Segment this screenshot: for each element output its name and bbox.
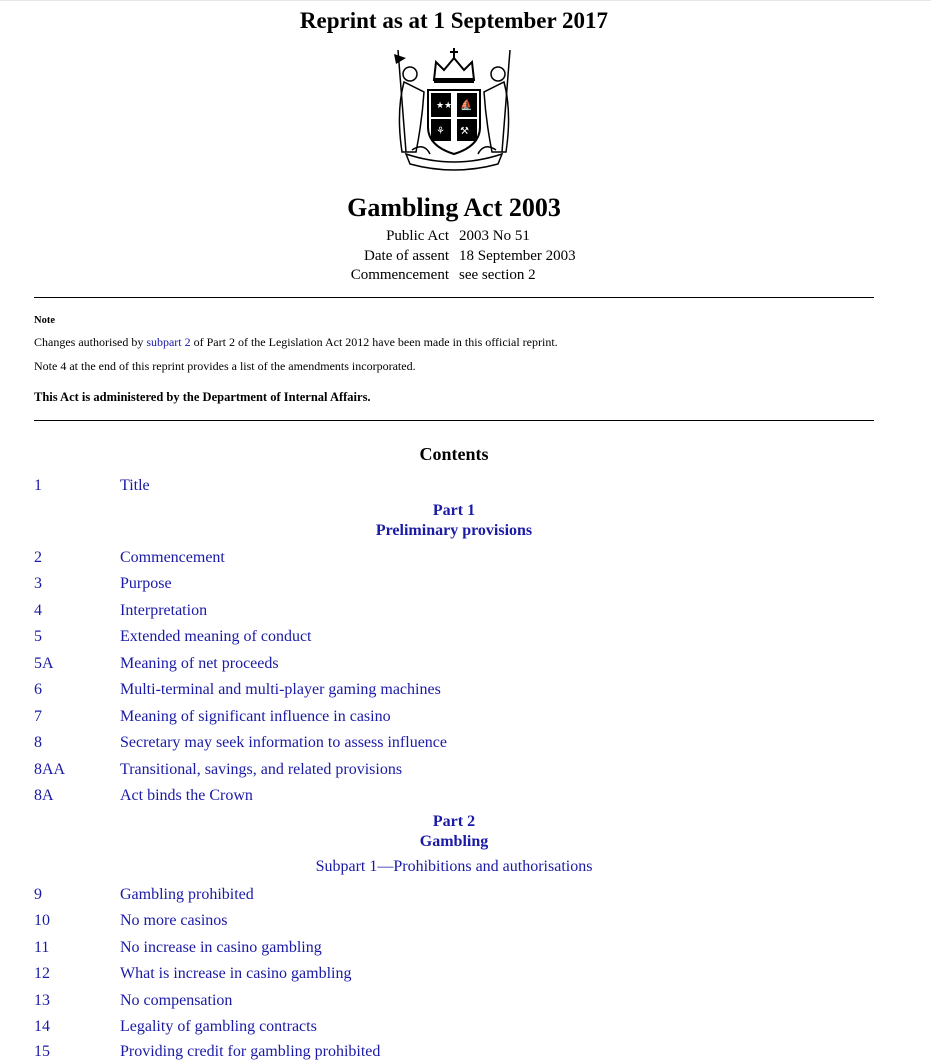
section-number: 14: [34, 1018, 50, 1035]
section-link[interactable]: Title: [120, 477, 150, 494]
section-link[interactable]: Act binds the Crown: [120, 787, 253, 804]
section-link[interactable]: No compensation: [120, 992, 233, 1009]
meta-label: Date of assent: [364, 247, 449, 264]
section-link[interactable]: Providing credit for gambling prohibited: [120, 1043, 381, 1060]
section-number: 6: [34, 681, 42, 698]
section-link[interactable]: Gambling prohibited: [120, 886, 254, 903]
divider: [34, 420, 874, 421]
part-title[interactable]: Preliminary provisions: [375, 522, 533, 539]
section-link[interactable]: Commencement: [120, 549, 225, 566]
note-text: Changes authorised by: [34, 335, 147, 349]
section-link[interactable]: Interpretation: [120, 602, 208, 619]
svg-text:⚘: ⚘: [436, 126, 445, 137]
svg-text:⚒: ⚒: [460, 126, 469, 137]
section-number: 1: [34, 477, 42, 494]
section-number: 15: [34, 1043, 50, 1060]
meta-value: see section 2: [459, 267, 536, 283]
svg-text:★★: ★★: [436, 100, 453, 110]
section-number: 8AA: [34, 761, 66, 778]
svg-text:⛵: ⛵: [460, 100, 473, 111]
reprint-heading: Reprint as at 1 September 2017: [299, 8, 609, 33]
section-number: 5A: [34, 655, 54, 672]
section-number: 11: [34, 939, 50, 956]
section-number: 4: [34, 602, 42, 619]
note-line: Note 4 at the end of this reprint provides a list of the amendments incorporated.: [34, 359, 416, 373]
section-number: 10: [34, 912, 50, 929]
section-number: 13: [34, 992, 50, 1009]
section-number: 8: [34, 734, 42, 751]
section-number: 2: [34, 549, 42, 566]
subpart-2-link[interactable]: subpart 2: [146, 335, 191, 349]
administered-by: This Act is administered by the Department of Internal Affairs.: [34, 390, 371, 404]
note-line: [34, 335, 558, 350]
section-link[interactable]: Multi-terminal and multi-player gaming machines: [120, 681, 441, 698]
meta-value: 18 September 2003: [459, 247, 576, 264]
section-link[interactable]: Legality of gambling contracts: [120, 1018, 317, 1035]
section-link[interactable]: Secretary may seek information to assess influence: [120, 734, 447, 751]
contents-heading: Contents: [419, 444, 489, 464]
top-border: [0, 0, 931, 1]
subpart-title[interactable]: Subpart 1—Prohibitions and authorisations: [315, 858, 593, 875]
meta-row: [0, 227, 908, 247]
act-title: Gambling Act 2003: [347, 193, 561, 222]
note-heading: Note: [34, 315, 55, 326]
section-number: 12: [34, 965, 50, 982]
section-link[interactable]: What is increase in casino gambling: [120, 965, 352, 982]
section-link[interactable]: Meaning of significant influence in casino: [120, 708, 391, 725]
section-link[interactable]: Extended meaning of conduct: [120, 628, 312, 645]
part-label[interactable]: Part 2: [432, 813, 476, 830]
meta-row: [0, 247, 908, 267]
meta-value: 2003 No 51: [459, 228, 530, 244]
section-link[interactable]: Meaning of net proceeds: [120, 655, 279, 672]
section-link[interactable]: No more casinos: [120, 912, 228, 929]
section-link[interactable]: Purpose: [120, 575, 172, 592]
meta-label: Public Act: [386, 228, 449, 244]
section-link[interactable]: Transitional, savings, and related provisions: [120, 761, 403, 778]
section-number: 5: [34, 628, 42, 645]
section-number: 8A: [34, 787, 54, 804]
part-title[interactable]: Gambling: [419, 833, 489, 850]
act-metadata: [0, 227, 908, 286]
divider: [34, 297, 874, 298]
meta-label: Commencement: [350, 267, 449, 283]
part-label[interactable]: Part 1: [432, 502, 476, 519]
section-number: 7: [34, 708, 42, 725]
section-number: 9: [34, 886, 42, 903]
note-text: of Part 2 of the Legislation Act 2012 have been made in this official reprint.: [190, 335, 558, 349]
coat-of-arms-icon: [384, 42, 524, 172]
section-link[interactable]: No increase in casino gambling: [120, 939, 322, 956]
meta-row: [0, 266, 908, 286]
section-number: 3: [34, 575, 42, 592]
